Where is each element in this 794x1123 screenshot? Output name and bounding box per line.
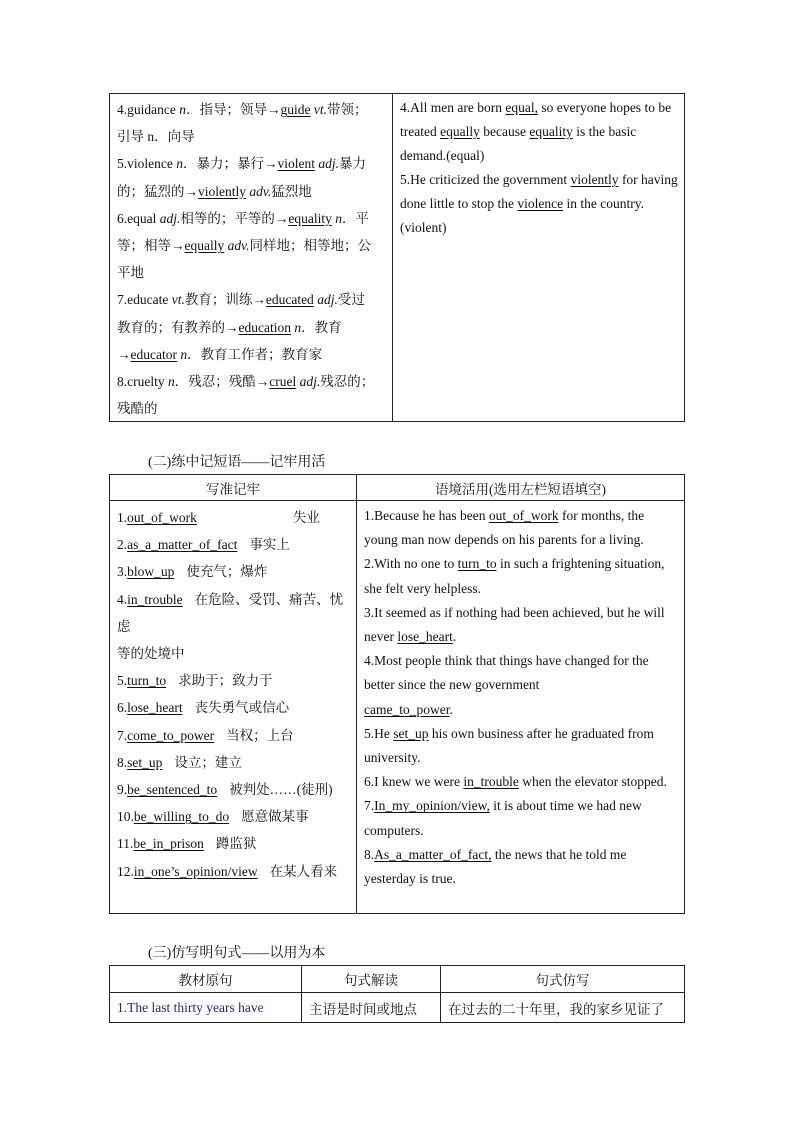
answer-blank: in_trouble [463,774,519,790]
section-heading: (三)仿写明句式——以用为本 [148,946,326,961]
word-line: 的；猛烈的→violently adv.猛烈地 [117,183,312,199]
phrase-meaning: 蹲监狱 [215,836,257,852]
answer-blank: in_trouble [127,591,183,607]
word-line: 4.guidance n．指导；领导→guide vt.带领； [117,102,368,117]
phrase-list [110,501,357,913]
usage-column [393,94,684,421]
phrase-item: 4.in_trouble 在危险、受罚、痛苦、忧虑 [117,591,344,634]
answer-blank: came_to_power [364,701,450,717]
word-line: 引导 n．向导 [117,129,195,145]
answer-blank: be_in_prison [133,836,204,852]
word-line: 等；相等→equally adv.同样地；相等地；公 [117,238,371,254]
phrase-meaning: 当权；上台 [226,727,294,743]
phrase-item: 9.be_sentenced_to 被判处……(徒刑) [117,782,333,798]
answer-blank: violently [198,183,246,199]
word-line: 平地 [117,265,144,281]
usage-sentence: 2.With no one to turn_to in such a frightening situation, she felt very helpless. [364,556,665,596]
phrase-meaning: 失业 [292,510,320,525]
usage-sentence: 3.It seemed as if nothing had been achieved, but he will never lose_heart. [364,604,665,645]
pattern-table [109,965,685,1023]
answer-blank: out_of_work [488,508,559,523]
word-line: 教育的；有教养的→education n．教育 [117,319,342,335]
answer-blank: cruel [269,374,297,390]
phrase-item: 10.be_willing_to_do 愿意做某事 [117,809,309,825]
phrase-item: 2.as_a_matter_of_fact 事实上 [117,537,290,553]
sentence-list [357,501,684,913]
word-line: 6.equal adj.相等的；平等的→equality n．平 [117,210,370,226]
phrase-meaning: 在某人看来 [269,863,338,879]
phrase-table [109,474,685,914]
answer-blank: equality [529,124,573,139]
column-header: 句式解读 [302,966,441,992]
answer-blank: violent [277,156,315,172]
word-line: 8.cruelty n．残忍；残酷→cruel adj.残忍的； [117,374,375,390]
word-line: 7.educate vt.教育；训练→educated adj.受过 [117,292,365,308]
usage-sentence: 7.In_my_opinion/view, it is about time we had new computers. [364,798,642,838]
table-header [110,966,684,993]
answer-blank: educator [130,346,177,362]
phrase-item: 12.in_one’s_opinion/view 在某人看来 [117,863,338,879]
answer-blank: turn_to [127,673,167,689]
answer-blank: violence [517,196,564,211]
phrase-meaning: 事实上 [249,537,290,553]
answer-blank: As_a_matter_of_fact, [374,846,492,862]
table-header [110,475,684,501]
word-line: 5.violence n．暴力；暴行→violent adj.暴力 [117,156,366,172]
answer-blank: be_willing_to_do [133,809,230,825]
word-family-column [110,94,393,421]
answer-blank: be_sentenced_to [127,782,218,798]
usage-sentence: 5.He criticized the government violently for having done little to stop the violence in the country.(violent) [400,172,678,235]
answer-blank: out_of_work [127,510,197,525]
answer-blank: violently [570,172,619,187]
answer-blank: equally [440,124,480,139]
answer-blank: lose_heart [127,700,183,716]
answer-blank: come_to_power [127,727,215,743]
phrase-item: 11.be_in_prison 蹲监狱 [117,836,257,852]
imitation-prompt: 在过去的二十年里，我的家乡见证了 [448,1001,664,1017]
answer-blank: turn_to [457,556,497,572]
phrase-meaning: 设立；建立 [174,754,242,770]
usage-sentence: 5.He set_up his own business after he graduated from university. [364,725,654,766]
column-header: 教材原句 [110,966,302,992]
phrase-meaning: 被判处……(徒刑) [229,782,333,798]
answer-blank: equally [184,238,225,254]
usage-sentence: 4.All men are born equal, so everyone hopes to be treated equally because equality is the basic demand.(equal) [400,100,672,163]
answer-blank: blow_up [127,564,175,580]
original-sentence: 1.The last thirty years have [110,993,302,1022]
answer-blank: as_a_matter_of_fact [127,537,238,553]
word-line: 残酷的 [117,401,158,417]
answer-blank: education [238,319,291,335]
answer-blank: guide [280,102,311,117]
answer-blank: in_one’s_opinion/view [133,863,258,879]
answer-blank: set_up [393,725,429,741]
column-header: 语境活用(选用左栏短语填空) [435,481,606,497]
phrase-meaning: 在危险、受罚、痛苦、忧虑 [117,591,344,634]
answer-blank: equal, [505,100,538,115]
column-header: 写准记牢 [110,475,357,500]
phrase-meaning: 愿意做某事 [241,809,309,825]
pattern-explanation: 主语是时间或地点 [302,993,441,1022]
answer-blank: set_up [127,754,163,770]
usage-sentence: 6.I knew we were in_trouble when the elevator stopped. [364,774,667,790]
answer-blank: equality [288,210,332,226]
phrase-item: 1.out_of_work 失业 [117,510,320,525]
phrase-meaning: 使充气；爆炸 [186,564,268,580]
phrase-meaning: 丧失勇气或信心 [194,700,290,716]
usage-sentence: 1.Because he has been out_of_work for months, the young man now depends on his parents for a living. [364,508,645,548]
section-heading: (二)练中记短语——记牢用活 [148,455,326,470]
phrase-item: 8.set_up 设立；建立 [117,754,242,770]
usage-sentence: 8.As_a_matter_of_fact, the news that he told me yesterday is true. [364,846,627,887]
usage-sentence: 4.Most people think that things have changed for the better since the new government came_to_power. [364,653,649,717]
answer-blank: lose_heart [397,629,453,645]
phrase-item: 7.come_to_power 当权；上台 [117,727,294,743]
table-row [110,993,684,1022]
column-header: 句式仿写 [535,973,590,988]
phrase-item [117,640,350,667]
phrase-item: 3.blow_up 使充气；爆炸 [117,564,268,580]
vocab-table [109,93,685,422]
phrase-item: 6.lose_heart 丧失勇气或信心 [117,700,290,716]
answer-blank: educated [265,292,314,308]
phrase-meaning: 求助于；致力于 [178,673,273,689]
phrase-meaning: 等的处境中 [117,646,185,662]
phrase-item: 5.turn_to 求助于；致力于 [117,673,273,689]
word-line: →educator n．教育工作者；教育家 [117,346,323,362]
answer-blank: In_my_opinion/view, [374,798,490,814]
